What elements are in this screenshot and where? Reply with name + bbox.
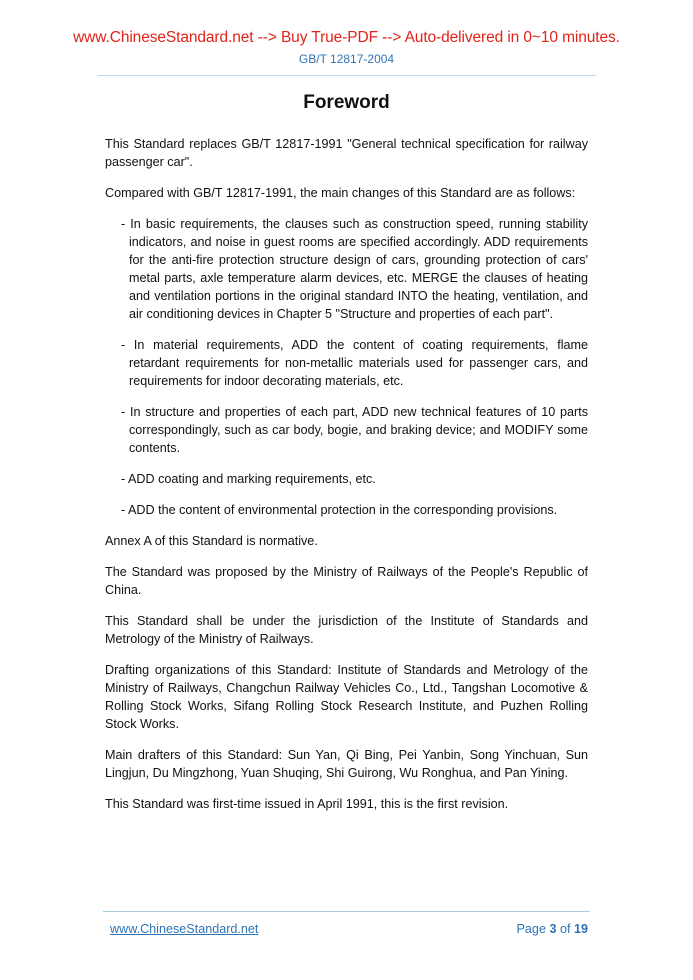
paragraph-issued: This Standard was first-time issued in April 1991, this is the first revision. (105, 797, 509, 811)
paragraph-jurisdiction: This Standard shall be under the jurisdiction of the Institute of Standards and Metrology of the Ministry of Railways. (105, 614, 588, 646)
paragraph-annex: Annex A of this Standard is normative. (105, 534, 318, 548)
change-item-basic: - In basic requirements, the clauses such as construction speed, running stability indicators, and noise in guest rooms are specified accordingly. ADD requirements for the anti-fire protection structure design of cars, grounding protection of cars' metal parts, axle temperature alarm devices, etc. MERGE the clauses of heating and ventilation portions in the original standard INTO the heating, ventilation, and air conditioning devices in Chapter 5 "Structure and properties of each part". (121, 217, 588, 321)
page-title: Foreword (303, 92, 390, 113)
footer-divider (103, 911, 590, 912)
header-divider (98, 75, 596, 76)
change-item-environment: - ADD the content of environmental protection in the corresponding provisions. (121, 503, 558, 517)
page-of: of (556, 922, 574, 936)
paragraph-drafting-orgs: Drafting organizations of this Standard: Institute of Standards and Metrology of the Ministry of Railways, Changchun Railway Vehicles Co., Ltd., Tangshan Locomotive & Rolling Stock Works, Sifang Rolling Stock Research Institute, and Puzhen Rolling Stock Works. (105, 663, 588, 731)
standard-code: GB/T 12817-2004 (298, 52, 395, 66)
paragraph-proposed: The Standard was proposed by the Ministry of Railways of the People's Republic of China. (105, 565, 588, 597)
change-item-coating: - ADD coating and marking requirements, etc. (121, 472, 376, 486)
paragraph-replaces: This Standard replaces GB/T 12817-1991 "General technical specification for railway passenger car". (105, 137, 588, 169)
footer-website-link[interactable]: www.ChineseStandard.net (110, 922, 259, 936)
change-item-material: - In material requirements, ADD the content of coating requirements, flame retardant requirements for non-metallic materials used for passenger cars, and requirements for indoor decorating materials, etc. (121, 338, 588, 388)
page-current: 3 (549, 922, 557, 936)
promo-banner[interactable]: www.ChineseStandard.net --> Buy True-PDF --> Auto-delivered in 0~10 minutes. (73, 29, 620, 46)
paragraph-drafters: Main drafters of this Standard: Sun Yan, Qi Bing, Pei Yanbin, Song Yinchuan, Sun Lingjun, Du Mingzhong, Yuan Shuqing, Shi Guirong, Wu Ronghua, and Pan Yining. (105, 748, 588, 780)
change-item-structure: - In structure and properties of each part, ADD new technical features of 10 parts correspondingly, such as car body, bogie, and braking device; and MODIFY some contents. (121, 405, 588, 455)
paragraph-compared: Compared with GB/T 12817-1991, the main changes of this Standard are as follows: (105, 186, 576, 200)
page-total: 19 (573, 922, 588, 936)
page-prefix: Page (516, 922, 550, 936)
document-body (105, 135, 588, 826)
page-indicator (517, 922, 588, 936)
